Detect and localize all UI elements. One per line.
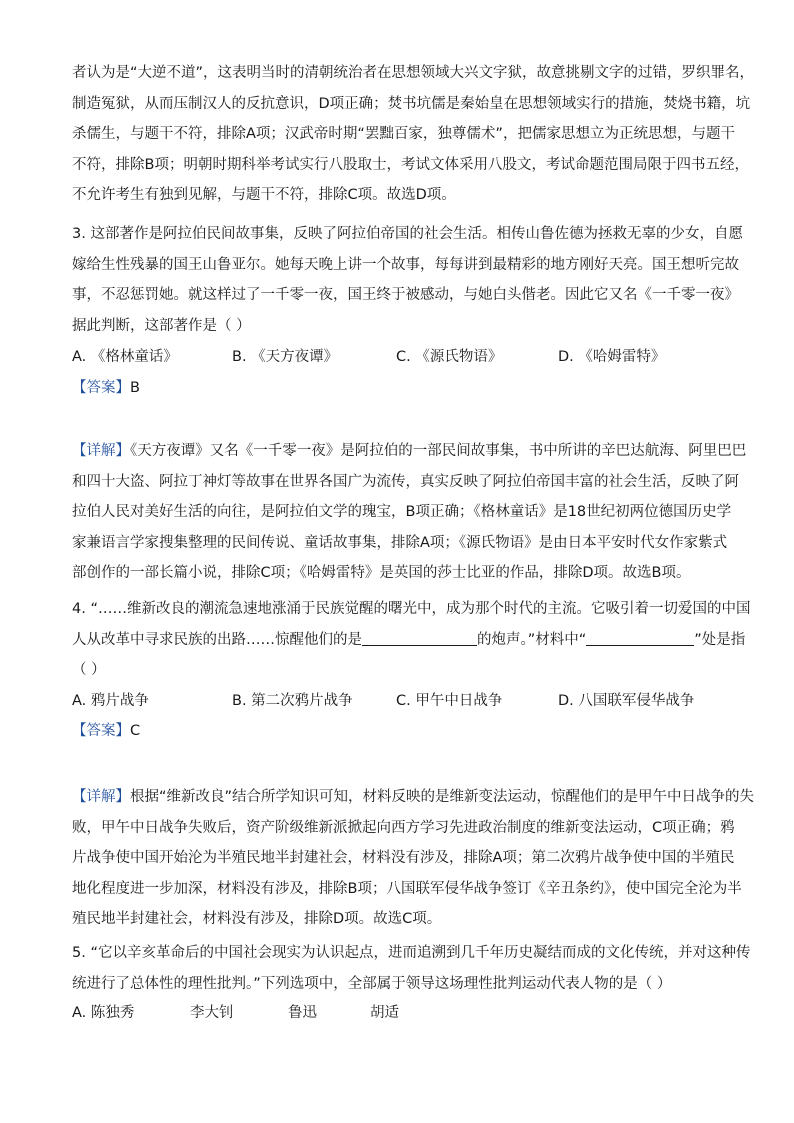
text-line: 5. “它以辛亥革命后的中国社会现实为认识起点，进而追溯到几千年历史凝结而成的文化传统，并对这种传 — [72, 945, 751, 961]
question-5-option-a — [72, 998, 722, 1028]
text-line: 部创作的一部长篇小说，排除C项；《哈姆雷特》是英国的莎士比亚的作品，排除D项。故选B项。 — [72, 565, 691, 581]
text-line: 嫁给生性残暴的国王山鲁亚尔。她每天晚上讲一个故事，每每讲到最精彩的地方刚好天亮。国王想听完故 — [72, 256, 739, 273]
text-line: 制造冤狱，从而压制汉人的反抗意识，D项正确；焚书坑儒是秦始皇在思想领域实行的措施，焚烧书籍，坑 — [72, 95, 751, 112]
text-line: 不允许考生有独到见解，与题干不符，排除C项。故选D项。 — [72, 187, 456, 203]
question-3-explanation — [72, 436, 747, 589]
text-line: 家兼语言学家搜集整理的民间传说、童话故事集，排除A项；《源氏物语》是由日本平安时代女作家紫式 — [72, 534, 728, 551]
text-line — [72, 625, 746, 656]
question-3-options — [72, 342, 722, 372]
text-line: 和四十大盗、阿拉丁神灯等故事在世界各国广为流传，真实反映了阿拉伯帝国丰富的社会生活，反映了阿 — [72, 473, 739, 490]
option-d: D. 八国联军侵华战争 — [558, 693, 695, 709]
stem-text: 的炮声。”材料中“ — [477, 631, 587, 648]
question-5-stem — [72, 938, 751, 999]
text-line — [72, 782, 755, 813]
question-4-options — [72, 686, 722, 716]
answer-tag: 【答案】 — [72, 723, 130, 739]
text-line: 不符，排除B项；明朝时期科举考试实行八股取士，考试文体采用八股文，考试命题范围局限于四书五经， — [72, 156, 749, 173]
stem-text: 人从改革中寻求民族的出路……惊醒他们的是 — [72, 631, 362, 648]
option-a-person: 胡适 — [370, 1005, 399, 1021]
text-line: 杀儒生，与题干不符，排除A项；汉武帝时期“罢黜百家，独尊儒术”，把儒家思想立为正统思想，与题干 — [72, 126, 735, 142]
text-line: 地化程度进一步加深，材料没有涉及，排除B项；八国联军侵华战争签订《辛丑条约》，使中国完全沦为半 — [72, 880, 742, 897]
option-c: C. 《源氏物语》 — [396, 349, 503, 365]
question-4-explanation — [72, 782, 755, 935]
text-line: 统进行了总体性的理性批判。”下列选项中，全部属于领导这场理性批判运动代表人物的是（ ） — [72, 975, 672, 992]
text-line: 殖民地半封建社会，材料没有涉及，排除D项。故选C项。 — [72, 911, 442, 927]
text-line: 3. 这部著作是阿拉伯民间故事集，反映了阿拉伯帝国的社会生活。相传山鲁佐德为拯救无辜的少女，自愿 — [72, 226, 743, 242]
answer-value: B — [130, 380, 140, 396]
text-line: 据此判断，这部著作是（ ） — [72, 317, 251, 334]
text-line: （ ） — [72, 662, 106, 678]
explain-text: 《天方夜谭》又名《一千零一夜》是阿拉伯的一部民间故事集，书中所讲的辛巴达航海、阿里巴巴 — [130, 443, 747, 459]
fill-blank — [362, 627, 477, 646]
option-b: B. 《天方夜谭》 — [232, 349, 339, 365]
text-line — [72, 436, 747, 467]
stem-text: ”处是指 — [694, 631, 746, 648]
text-line: 者认为是“大逆不道”，这表明当时的清朝统治者在思想领域大兴文字狱，故意挑剔文字的过错，罗织罪名， — [72, 65, 755, 81]
option-b: B. 第二次鸦片战争 — [232, 693, 353, 709]
option-a: A. 《格林童话》 — [72, 349, 178, 365]
question-3-stem — [72, 219, 743, 341]
text-line: 片战争使中国开始沦为半殖民地半封建社会，材料没有涉及，排除A项；第二次鸦片战争使中国的半殖民 — [72, 850, 735, 866]
option-d: D. 《哈姆雷特》 — [558, 349, 666, 365]
option-a-person: 鲁迅 — [288, 1005, 317, 1021]
prev-explanation — [72, 58, 755, 211]
question-4-answer — [72, 716, 140, 746]
answer-tag: 【答案】 — [72, 380, 130, 396]
option-a-label: A. 陈独秀 — [72, 1005, 135, 1021]
explain-tag: 【详解】 — [72, 789, 130, 805]
option-c: C. 甲午中日战争 — [396, 693, 503, 709]
text-line: 败，甲午中日战争失败后，资产阶级维新派掀起向西方学习先进政治制度的维新变法运动，C项正确；鸦 — [72, 819, 735, 836]
question-3-answer — [72, 373, 140, 403]
option-a: A. 鸦片战争 — [72, 693, 149, 709]
explain-text: 根据“维新改良”结合所学知识可知，材料反映的是维新变法运动，惊醒他们的是甲午中日战争的失 — [130, 789, 755, 805]
text-line: 事，不忍惩罚她。就这样过了一千零一夜，国王终于被感动，与她白头偕老。因此它又名《一千零一夜》 — [72, 287, 739, 303]
fill-blank — [586, 627, 694, 646]
answer-value: C — [130, 723, 141, 739]
explain-tag: 【详解】 — [72, 443, 130, 459]
question-4-stem — [72, 594, 751, 686]
text-line: 拉伯人民对美好生活的向往，是阿拉伯文学的瑰宝，B项正确；《格林童话》是18世纪初两位德国历史学 — [72, 504, 732, 520]
text-line: 4. “……维新改良的潮流急速地涨涌于民族觉醒的曙光中，成为那个时代的主流。它吸引着一切爱国的中国 — [72, 601, 751, 617]
option-a-person: 李大钊 — [190, 1005, 234, 1021]
